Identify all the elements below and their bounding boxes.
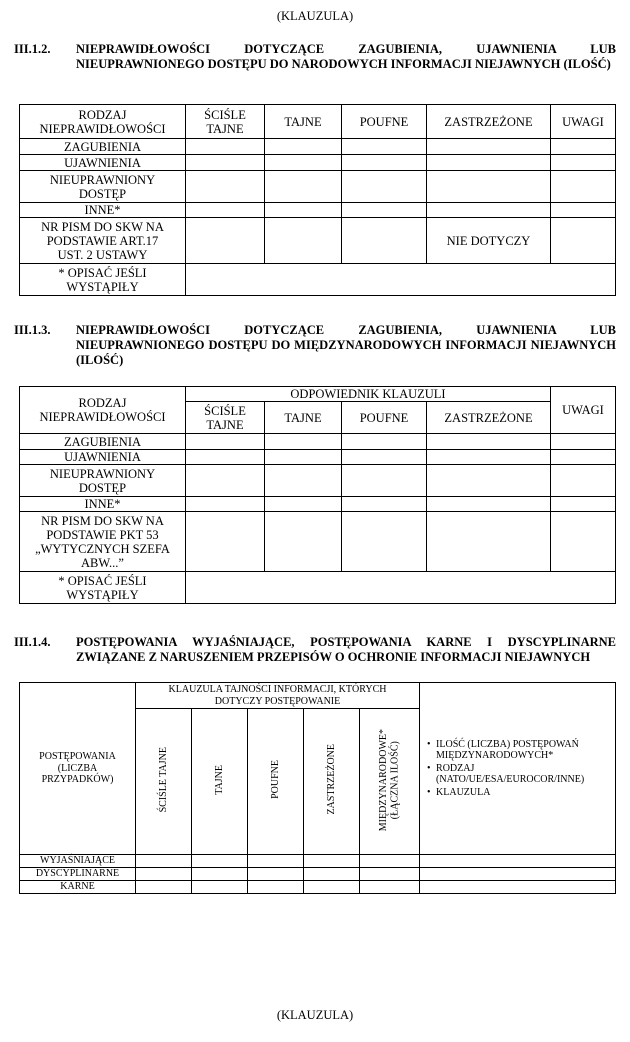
notes-cell <box>420 683 616 855</box>
table-row <box>20 497 616 512</box>
table-row <box>20 881 616 894</box>
footnote-opisac: * OPISAĆ JEŚLI WYSTĄPIŁY <box>20 572 186 604</box>
table-row <box>20 465 616 497</box>
row-label-nr-pism: NR PISM DO SKW NA PODSTAWIE PKT 53 „WYTYCZNYCH SZEFA ABW...” <box>20 512 186 572</box>
section-title: NIEPRAWIDŁOWOŚCI DOTYCZĄCE ZAGUBIENIA, UJAWNIENIA LUB NIEUPRAWNIONEGO DOSTĘPU DO MIĘDZYNARODOWYCH INFORMACJI NIEJAWNYCH (ILOŚĆ) <box>76 323 616 367</box>
section-iii-1-4-heading <box>14 635 616 667</box>
footnote-opisac: * OPISAĆ JEŚLI WYSTĄPIŁY <box>20 264 186 296</box>
row-label: INNE* <box>20 203 186 218</box>
row-label: UJAWNIENIA <box>20 155 186 171</box>
row-label: DYSCYPLINARNE <box>20 868 136 881</box>
header-zastrzezone: ZASTRZEŻONE <box>325 744 337 816</box>
footer-klauzula: (KLAUZULA) <box>276 1008 354 1022</box>
table-row <box>20 264 616 296</box>
table-row <box>20 139 616 155</box>
note-item: • ILOŚĆ (LICZBA) POSTĘPOWAŃ MIĘDZYNARODOWYCH* <box>428 739 613 762</box>
header-miedzynarodowe: MIĘDZYNARODOWE* (ŁĄCZNA ILOŚĆ) <box>378 728 401 831</box>
header-uwagi: UWAGI <box>551 387 616 434</box>
table-row <box>20 572 616 604</box>
header-scisle-tajne: ŚCIŚLE TAJNE <box>186 105 265 139</box>
section-number: III.1.2. <box>14 42 51 56</box>
table-row <box>20 218 616 264</box>
section-iii-1-3-heading <box>14 323 616 371</box>
header-rodzaj: RODZAJ NIEPRAWIDŁOWOŚCI <box>20 387 186 434</box>
header-poufne: POUFNE <box>342 402 427 434</box>
table-miedzynarodowe <box>19 386 616 604</box>
header-scisle-tajne: ŚCIŚLE TAJNE <box>157 747 169 813</box>
table-row <box>20 512 616 572</box>
header-postepowania: POSTĘPOWANIA (LICZBA PRZYPADKÓW) <box>20 683 136 855</box>
row-label: INNE* <box>20 497 186 512</box>
row-label: KARNE <box>20 881 136 894</box>
header-uwagi: UWAGI <box>551 105 616 139</box>
table-row <box>20 855 616 868</box>
note-item: • RODZAJ (NATO/UE/ESA/EUROCOR/INNE) <box>428 763 613 786</box>
section-title: POSTĘPOWANIA WYJAŚNIAJĄCE, POSTĘPOWANIA KARNE I DYSCYPLINARNE ZWIĄZANE Z NARUSZENIEM PRZEPISÓW O OCHRONIE INFORMACJI NIEJAWNYCH <box>76 635 616 664</box>
table-row <box>20 203 616 218</box>
section-title: NIEPRAWIDŁOWOŚCI DOTYCZĄCE ZAGUBIENIA, UJAWNIENIA LUB NIEUPRAWNIONEGO DOSTĘPU DO NARODOWYCH INFORMACJI NIEJAWNYCH (ILOŚĆ) <box>76 42 616 71</box>
header-tajne: TAJNE <box>265 402 342 434</box>
row-label: UJAWNIENIA <box>20 450 186 465</box>
header-scisle-tajne: ŚCIŚLE TAJNE <box>186 402 265 434</box>
header-klauzula-tajnosci: KLAUZULA TAJNOŚCI INFORMACJI, KTÓRYCH DOTYCZY POSTĘPOWANIE <box>136 683 420 709</box>
table-row <box>20 434 616 450</box>
note-item: • KLAUZULA <box>428 787 613 799</box>
header-poufne: POUFNE <box>342 105 427 139</box>
table-row <box>20 171 616 203</box>
table-row <box>20 450 616 465</box>
table-row <box>20 155 616 171</box>
row-label-nr-pism: NR PISM DO SKW NA PODSTAWIE ART.17 UST. 2 USTAWY <box>20 218 186 264</box>
row-label: NIEUPRAWNIONY DOSTĘP <box>20 465 186 497</box>
section-number: III.1.3. <box>14 323 51 337</box>
header-zastrzezone: ZASTRZEŻONE <box>427 402 551 434</box>
header-odpowiednik-klauzuli: ODPOWIEDNIK KLAUZULI <box>186 387 551 402</box>
row-label: ZAGUBIENIA <box>20 434 186 450</box>
header-poufne: POUFNE <box>269 760 281 800</box>
header-rodzaj: RODZAJ NIEPRAWIDŁOWOŚCI <box>20 105 186 139</box>
nie-dotyczy-label: NIE DOTYCZY <box>427 218 551 264</box>
row-label: ZAGUBIENIA <box>20 139 186 155</box>
header-klauzula: (KLAUZULA) <box>276 9 354 23</box>
table-narodowe <box>19 104 616 296</box>
header-tajne: TAJNE <box>265 105 342 139</box>
table-row <box>20 868 616 881</box>
row-label: NIEUPRAWNIONY DOSTĘP <box>20 171 186 203</box>
table-postepowania <box>19 682 616 894</box>
header-zastrzezone: ZASTRZEŻONE <box>427 105 551 139</box>
section-number: III.1.4. <box>14 635 51 649</box>
row-label: WYJAŚNIAJĄCE <box>20 855 136 868</box>
section-iii-1-2-heading <box>14 42 616 90</box>
header-tajne: TAJNE <box>213 764 225 795</box>
